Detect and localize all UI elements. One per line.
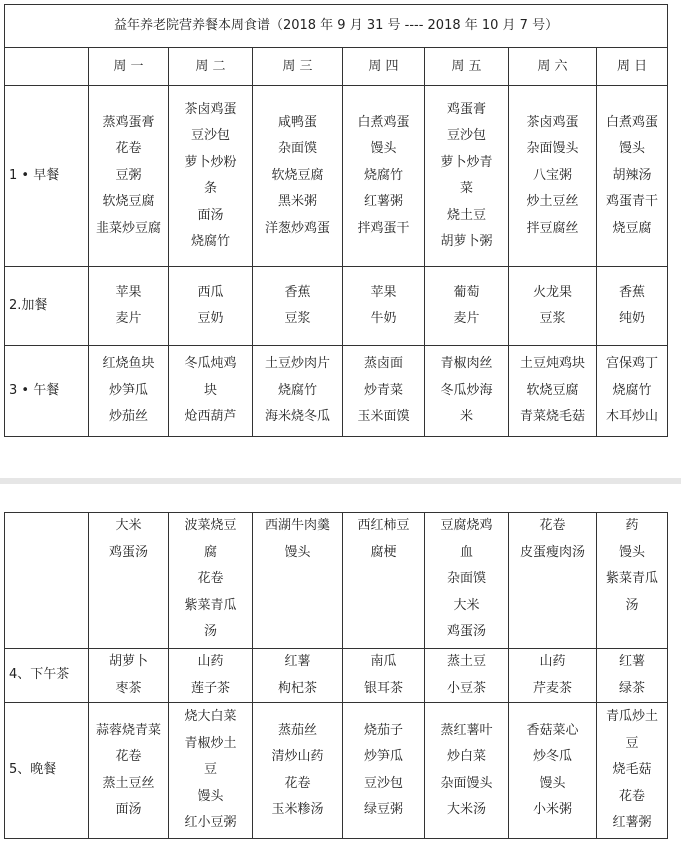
menu-item: 炒冬瓜 [532,749,572,764]
meal-label: 1 • 早餐 [5,86,89,267]
menu-item: 烧豆腐 [612,220,652,236]
corner-cell [5,48,89,86]
menu-item: 白煮鸡蛋 [606,114,659,130]
menu-item: 鸡蛋汤 [108,544,148,560]
menu-item: 白煮鸡蛋 [357,114,410,130]
menu-item: 青菜烧毛菇 [519,409,585,425]
page-separator [0,478,681,484]
menu-cell [253,346,343,437]
menu-cell [89,267,169,346]
meal-row-breakfast [5,86,668,267]
menu-item: 咸鸭蛋 [277,114,317,130]
menu-item: 炒土豆丝 [526,194,579,210]
menu-item: 土豆炖鸡块 [519,356,585,372]
menu-item: 玉米糁汤 [271,802,324,817]
meal-label: 3 • 午餐 [5,346,89,437]
menu-item: 豆腐烧鸡 [440,518,493,533]
menu-item: 蒸土豆 [446,654,486,669]
menu-item: 海米烧冬瓜 [264,409,330,425]
menu-cell [343,703,425,839]
menu-item: 红薯 [284,654,311,669]
menu-cell [425,267,509,346]
menu-item: 烧茄子 [363,722,403,738]
menu-item: 牛奶 [370,311,397,326]
menu-item: 条 [203,181,217,196]
day-header: 周 五 [425,48,509,86]
menu-item: 花卷 [115,749,142,764]
menu-cell [509,513,597,649]
meal-row-snack [5,267,668,346]
menu-item: 冬瓜炖鸡 [184,356,237,372]
menu-item: 蒸卤面 [363,356,403,372]
day-header: 周 一 [89,48,169,86]
menu-table-bottom [4,512,668,839]
menu-item: 豆 [203,762,217,778]
menu-item: 鸡蛋膏 [446,101,486,117]
menu-table-top [4,4,668,437]
menu-item: 青椒炒土 [184,735,237,751]
menu-item: 腐 [203,544,217,560]
menu-item: 玉米面馍 [357,409,410,425]
menu-cell [343,86,425,267]
menu-item: 药 [625,518,639,533]
menu-cell [169,86,253,267]
menu-item: 香菇菜心 [526,722,579,738]
menu-cell [597,346,668,437]
menu-item: 山药 [197,654,224,669]
menu-item: 烧腐竹 [612,382,652,398]
menu-item: 菜 [459,181,473,196]
menu-item: 花卷 [539,518,566,533]
menu-item: 豆浆 [284,311,311,326]
menu-cell [597,703,668,839]
menu-item: 麦片 [115,311,142,326]
menu-cell [343,346,425,437]
meal-label [5,513,89,649]
menu-cell [89,346,169,437]
menu-item: 银耳茶 [363,680,403,696]
menu-item: 豆浆 [539,311,566,326]
menu-item: 豆沙包 [363,775,403,791]
menu-item: 豆粥 [115,167,142,183]
menu-cell [253,649,343,703]
menu-cell [509,346,597,437]
menu-item: 小米粥 [532,802,572,817]
menu-item: 杂面馍 [446,571,486,586]
meal-label: 2.加餐 [5,267,89,346]
menu-item: 鸡蛋青干 [606,194,659,210]
menu-item: 汤 [625,597,639,613]
menu-item: 红薯粥 [363,194,403,210]
menu-item: 馒头 [370,141,397,157]
menu-title: 益年养老院营养餐本周食谱（2018 年 9 月 31 号 ---- 2018 年 10 月 7 号） [5,5,668,48]
menu-item: 胡辣汤 [612,167,652,183]
menu-item: 花卷 [618,788,645,804]
menu-item: 胡萝卜粥 [440,234,493,249]
menu-item: 花卷 [197,571,224,586]
menu-item: 腐梗 [370,544,397,560]
menu-item: 豆 [625,735,639,751]
menu-item: 馒头 [197,788,224,804]
menu-cell [89,513,169,649]
menu-item: 烧毛菇 [612,762,652,778]
menu-cell [169,346,253,437]
menu-item: 烧土豆 [446,207,486,223]
menu-item: 花卷 [284,775,311,791]
menu-item: 蒜蓉烧青菜 [95,722,161,738]
menu-item: 烧大白菜 [184,709,237,725]
menu-item: 南瓜 [370,654,397,669]
menu-item: 烧腐竹 [190,234,230,249]
menu-item: 炒青菜 [363,382,403,398]
menu-item: 软烧豆腐 [102,194,155,210]
menu-cell [89,703,169,839]
menu-item: 红烧鱼块 [102,356,155,372]
meal-row-lunch [5,346,668,437]
menu-item: 芹麦茶 [532,680,572,696]
menu-item: 大米汤 [446,802,486,817]
menu-item: 萝卜炒青 [440,154,493,170]
meal-row-soup [5,513,668,649]
menu-item: 香蕉 [619,284,646,300]
menu-item: 炒笋瓜 [363,749,403,764]
menu-cell [343,649,425,703]
meal-label: 5、晚餐 [5,703,89,839]
menu-item: 面汤 [197,207,224,223]
menu-item: 山药 [539,654,566,669]
menu-item: 黑米粥 [277,194,317,210]
menu-item: 块 [203,382,217,398]
menu-item: 西红柿豆 [357,518,410,533]
menu-item: 波菜烧豆 [184,518,237,533]
menu-item: 木耳炒山 [606,409,659,425]
day-header-row [5,48,668,86]
menu-item: 茶卤鸡蛋 [184,101,237,117]
menu-item: 苹果 [370,284,397,300]
menu-item: 红薯粥 [612,815,652,831]
menu-item: 西瓜 [197,284,224,300]
menu-item: 青椒肉丝 [440,356,493,372]
menu-item: 麦片 [453,311,480,326]
menu-cell [425,649,509,703]
day-header: 周 二 [169,48,253,86]
menu-item: 紫菜青瓜 [184,597,237,613]
menu-item: 红薯 [618,654,645,669]
menu-item: 葡萄 [453,284,480,300]
menu-item: 紫菜青瓜 [605,571,658,586]
menu-item: 枣茶 [115,680,142,696]
menu-item: 面汤 [115,802,142,817]
menu-cell [169,649,253,703]
menu-item: 拌豆腐丝 [526,220,579,236]
menu-cell [509,703,597,839]
menu-cell [253,703,343,839]
menu-item: 洋葱炒鸡蛋 [264,220,330,236]
menu-item: 绿豆粥 [363,802,403,817]
menu-item: 苹果 [115,284,142,300]
menu-item: 萝卜炒粉 [184,154,237,170]
menu-item: 汤 [203,624,217,639]
day-header: 周 六 [509,48,597,86]
menu-item: 莲子茶 [190,680,230,696]
menu-cell [343,513,425,649]
menu-item: 豆沙包 [190,128,230,143]
menu-item: 豆沙包 [446,128,486,143]
menu-item: 鸡蛋汤 [446,624,486,639]
menu-item: 炒茄丝 [108,409,148,425]
menu-item: 蒸鸡蛋膏 [102,114,155,130]
menu-item: 豆奶 [197,311,224,326]
menu-cell [509,86,597,267]
menu-item: 冬瓜炒海 [440,382,493,398]
menu-item: 红小豆粥 [184,815,237,831]
meal-label: 4、下午茶 [5,649,89,703]
menu-item: 炒笋瓜 [108,382,148,398]
menu-item: 纯奶 [619,311,646,326]
menu-item: 馒头 [284,544,311,560]
menu-cell [169,267,253,346]
menu-cell [425,86,509,267]
day-header: 周 四 [343,48,425,86]
day-header: 周 三 [253,48,343,86]
menu-item: 香蕉 [284,284,311,300]
menu-item: 拌鸡蛋干 [357,220,410,236]
menu-item: 八宝粥 [532,167,572,183]
menu-item: 血 [459,544,473,560]
menu-item: 韭菜炒豆腐 [95,220,161,236]
menu-item: 蒸茄丝 [277,722,317,738]
menu-item: 清炒山药 [271,749,324,764]
menu-cell [169,513,253,649]
menu-item: 软烧豆腐 [271,167,324,183]
menu-item: 大米 [115,518,142,533]
menu-item: 烧腐竹 [363,167,403,183]
menu-cell [89,649,169,703]
menu-cell [597,649,668,703]
menu-item: 胡萝卜 [108,654,148,669]
menu-cell [425,346,509,437]
menu-item: 宫保鸡丁 [606,356,659,372]
menu-item: 蒸红薯叶 [440,722,493,738]
menu-cell [253,267,343,346]
menu-cell [509,267,597,346]
menu-cell [169,703,253,839]
menu-item: 馒头 [539,775,566,791]
menu-item: 馒头 [619,141,646,157]
menu-item: 火龙果 [532,284,572,300]
menu-item: 杂面馍 [277,141,317,157]
day-header: 周 日 [597,48,668,86]
menu-cell [597,513,668,649]
menu-item: 馒头 [618,544,645,560]
menu-item: 枸杞茶 [277,680,317,696]
menu-cell [597,86,668,267]
menu-item: 小豆茶 [446,680,486,696]
menu-item: 花卷 [115,141,142,157]
menu-item: 杂面馒头 [526,141,579,157]
menu-item: 炝西葫芦 [184,409,237,425]
menu-item: 皮蛋瘦肉汤 [519,544,585,560]
meal-row-dinner [5,703,668,839]
meal-row-afternoon-tea [5,649,668,703]
menu-item: 青瓜炒土 [605,709,658,725]
menu-cell [343,267,425,346]
menu-item: 土豆炒肉片 [264,356,330,372]
menu-item: 杂面馒头 [440,775,493,791]
menu-item: 烧腐竹 [277,382,317,398]
menu-item: 软烧豆腐 [526,382,579,398]
menu-item: 茶卤鸡蛋 [526,114,579,130]
menu-cell [425,513,509,649]
menu-cell [509,649,597,703]
menu-cell [425,703,509,839]
menu-cell [89,86,169,267]
menu-item: 西湖牛肉羹 [264,518,330,533]
menu-cell [597,267,668,346]
menu-item: 绿茶 [618,680,645,696]
menu-item: 米 [459,409,473,425]
menu-cell [253,86,343,267]
menu-item: 炒白菜 [446,749,486,764]
menu-item: 大米 [453,597,480,613]
menu-cell [253,513,343,649]
menu-item: 蒸土豆丝 [102,775,155,791]
